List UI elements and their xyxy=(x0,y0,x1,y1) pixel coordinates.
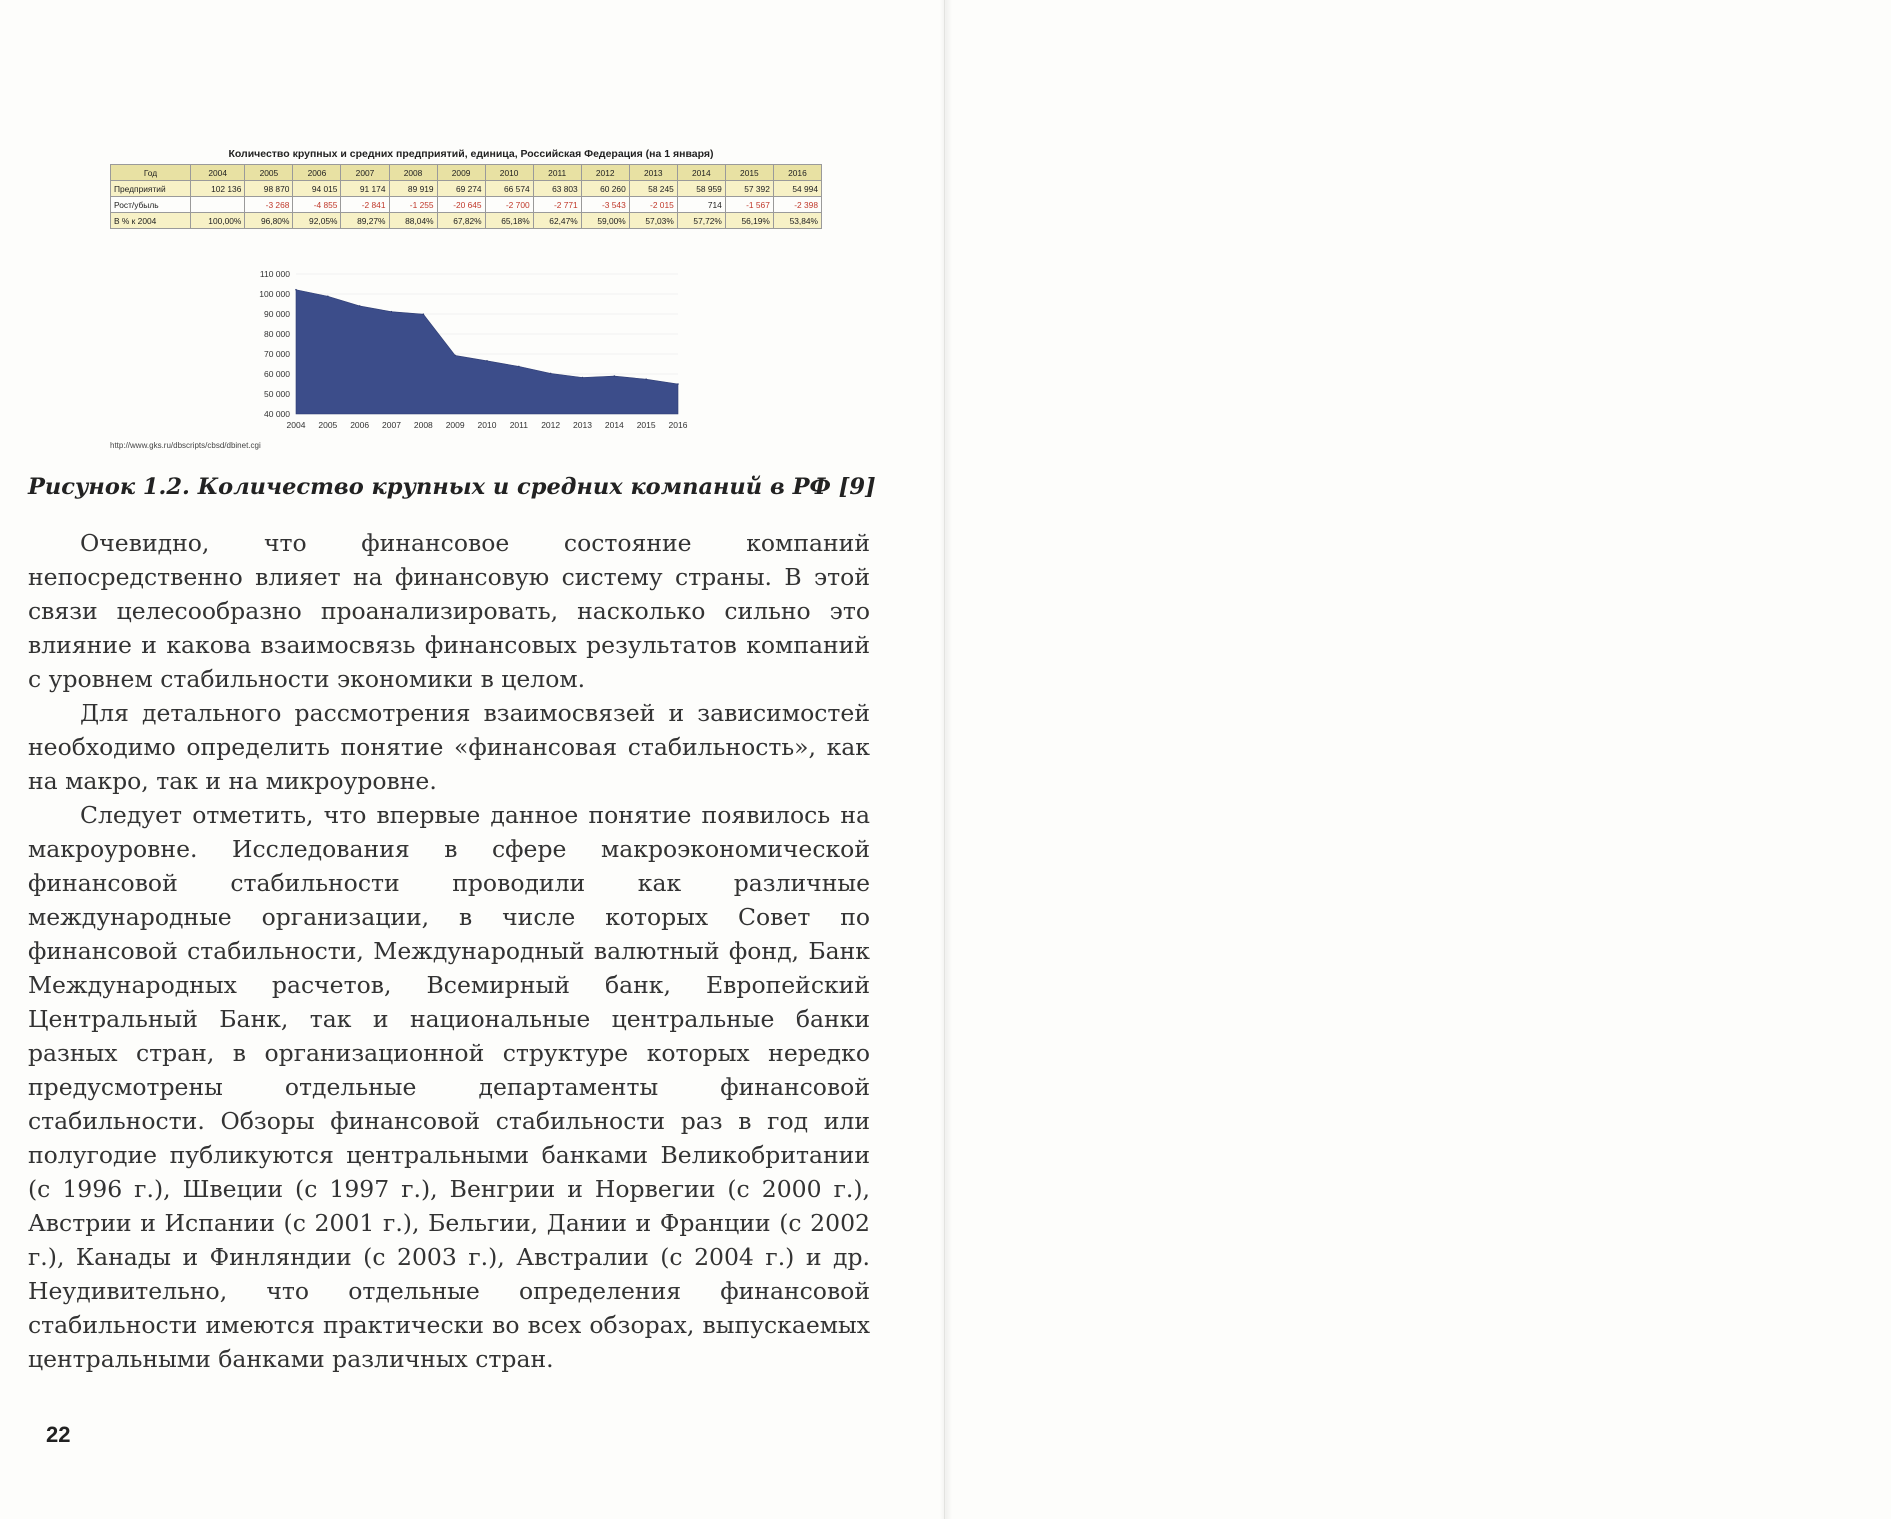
table-header-cell: 2016 xyxy=(773,165,821,181)
series-area xyxy=(296,290,678,414)
table-cell: 59,00% xyxy=(581,213,629,229)
data-point xyxy=(391,311,393,313)
table-header-cell: 2014 xyxy=(677,165,725,181)
table-cell: -20 645 xyxy=(437,197,485,213)
data-point xyxy=(486,360,488,362)
y-tick-label: 110 000 xyxy=(259,269,290,279)
x-tick-label: 2007 xyxy=(382,420,401,430)
data-point xyxy=(359,305,361,307)
table-cell: 89,27% xyxy=(341,213,389,229)
table-cell: -3 268 xyxy=(245,197,293,213)
x-tick-label: 2012 xyxy=(541,420,561,430)
data-point xyxy=(677,383,679,385)
right-page xyxy=(945,0,1890,1519)
table-cell: -2 771 xyxy=(533,197,581,213)
data-point xyxy=(614,375,616,377)
x-tick-label: 2011 xyxy=(509,420,528,430)
table-cell: -2 841 xyxy=(341,197,389,213)
table-header-cell: 2004 xyxy=(191,165,245,181)
table-row xyxy=(111,197,822,213)
table-cell: 62,47% xyxy=(533,213,581,229)
table-cell: 58 959 xyxy=(677,181,725,197)
table-cell: 57,72% xyxy=(677,213,725,229)
table-header-cell: 2008 xyxy=(389,165,437,181)
data-point xyxy=(645,378,647,380)
table-cell: 102 136 xyxy=(191,181,245,197)
x-tick-label: 2004 xyxy=(286,420,306,430)
table-cell: 714 xyxy=(677,197,725,213)
enterprises-table xyxy=(110,164,822,229)
x-tick-label: 2005 xyxy=(318,420,338,430)
table-header-row xyxy=(111,165,822,181)
data-point xyxy=(518,366,520,368)
table-cell: 96,80% xyxy=(245,213,293,229)
y-tick-label: 40 000 xyxy=(264,409,290,419)
table-header-label: Год xyxy=(111,165,191,181)
x-tick-label: 2008 xyxy=(413,420,433,430)
table-header-cell: 2015 xyxy=(725,165,773,181)
table-header-cell: 2013 xyxy=(629,165,677,181)
data-point xyxy=(327,295,329,297)
paragraph: Для детального рассмотрения взаимосвязей и зависимостей необходимо определить понятие «финансовая стабильность», как на макро, так и на микроуровне. xyxy=(28,699,870,795)
table-cell: 94 015 xyxy=(293,181,341,197)
table-cell: 98 870 xyxy=(245,181,293,197)
table-cell: 92,05% xyxy=(293,213,341,229)
figure-caption: Рисунок 1.2. Количество крупных и средних компаний в РФ [9] xyxy=(28,474,876,500)
table-cell: 88,04% xyxy=(389,213,437,229)
table-cell: 100,00% xyxy=(191,213,245,229)
table-cell: -2 015 xyxy=(629,197,677,213)
table-cell: 58 245 xyxy=(629,181,677,197)
table-cell: -2 398 xyxy=(773,197,821,213)
table-cell: 65,18% xyxy=(485,213,533,229)
table-cell: -1 255 xyxy=(389,197,437,213)
enterprises-area-chart xyxy=(238,266,718,438)
data-point xyxy=(295,289,297,291)
table-header-cell: 2006 xyxy=(293,165,341,181)
table-header-cell: 2005 xyxy=(245,165,293,181)
table-row xyxy=(111,181,822,197)
x-tick-label: 2015 xyxy=(636,420,656,430)
figure-1-2 xyxy=(110,148,822,450)
table-header-cell: 2012 xyxy=(581,165,629,181)
book-fold-shadow xyxy=(940,0,952,1519)
y-tick-label: 90 000 xyxy=(264,309,290,319)
row-label: В % к 2004 xyxy=(111,213,191,229)
table-cell: 66 574 xyxy=(485,181,533,197)
left-page xyxy=(0,0,945,1519)
table-cell: -1 567 xyxy=(725,197,773,213)
table-cell: 67,82% xyxy=(437,213,485,229)
table-cell: 57 392 xyxy=(725,181,773,197)
row-label: Предприятий xyxy=(111,181,191,197)
y-tick-label: 70 000 xyxy=(264,349,290,359)
x-tick-label: 2013 xyxy=(573,420,592,430)
x-tick-label: 2009 xyxy=(445,420,465,430)
table-header-cell: 2010 xyxy=(485,165,533,181)
table-row xyxy=(111,213,822,229)
table-cell: 57,03% xyxy=(629,213,677,229)
paragraph: Следует отметить, что впервые данное понятие появилось на макроуровне. Исследования в сфере макроэкономической финансовой стабильности проводили как различные международные организации, в числе которых Совет по финансовой стабильности, Международный валютный фонд, Банк Международных расчетов, Всемирный банк, Европейский Центральный Банк, так и национальные центральные банки разных стран, в организационной структуре которых нередко предусмотрены отдельные департаменты финансовой стабильности. Обзоры финансовой стабильности раз в год или полугодие публикуются центральными банками Великобритании (с 1996 г.), Швеции (с 1997 г.), Венгрии и Норвегии (с 2000 г.), Австрии и Испании (с 2001 г.), Бельгии, Дании и Франции (с 2002 г.), Канады и Финляндии (с 2003 г.), Австралии (с 2004 г.) и др. Неудивительно, что отдельные определения финансовой стабильности имеются практически во всех обзорах, выпускаемых центральными банками различных стран. xyxy=(28,801,870,1373)
y-tick-label: 80 000 xyxy=(264,329,290,339)
data-point xyxy=(454,355,456,357)
figure-source-url: http://www.gks.ru/dbscripts/cbsd/dbinet.cgi xyxy=(110,441,261,450)
table-header-cell: 2011 xyxy=(533,165,581,181)
table-cell: 69 274 xyxy=(437,181,485,197)
table-cell xyxy=(191,197,245,213)
table-cell: 63 803 xyxy=(533,181,581,197)
figure-title: Количество крупных и средних предприятий, единица, Российская Федерация (на 1 января) xyxy=(228,148,714,160)
table-cell: 60 260 xyxy=(581,181,629,197)
table-cell: 89 919 xyxy=(389,181,437,197)
table-cell: 91 174 xyxy=(341,181,389,197)
left-body-text xyxy=(28,526,870,1376)
x-tick-label: 2016 xyxy=(668,420,688,430)
table-cell: 56,19% xyxy=(725,213,773,229)
x-tick-label: 2006 xyxy=(350,420,370,430)
data-point xyxy=(582,377,584,379)
data-point xyxy=(550,373,552,375)
table-cell: 54 994 xyxy=(773,181,821,197)
table-header-cell: 2007 xyxy=(341,165,389,181)
data-point xyxy=(423,313,425,315)
x-tick-label: 2014 xyxy=(604,420,624,430)
table-cell: -4 855 xyxy=(293,197,341,213)
x-tick-label: 2010 xyxy=(477,420,497,430)
row-label: Рост/убыль xyxy=(111,197,191,213)
table-cell: 53,84% xyxy=(773,213,821,229)
paragraph: Очевидно, что финансовое состояние компаний непосредственно влияет на финансовую систему страны. В этой связи целесообразно проанализировать, насколько сильно это влияние и какова взаимосвязь финансовых результатов компаний с уровнем стабильности экономики в целом. xyxy=(28,529,870,693)
page-number: 22 xyxy=(46,1422,71,1447)
table-cell: -2 700 xyxy=(485,197,533,213)
table-cell: -3 543 xyxy=(581,197,629,213)
y-tick-label: 100 000 xyxy=(259,289,290,299)
y-tick-label: 50 000 xyxy=(264,389,290,399)
y-tick-label: 60 000 xyxy=(264,369,290,379)
table-header-cell: 2009 xyxy=(437,165,485,181)
